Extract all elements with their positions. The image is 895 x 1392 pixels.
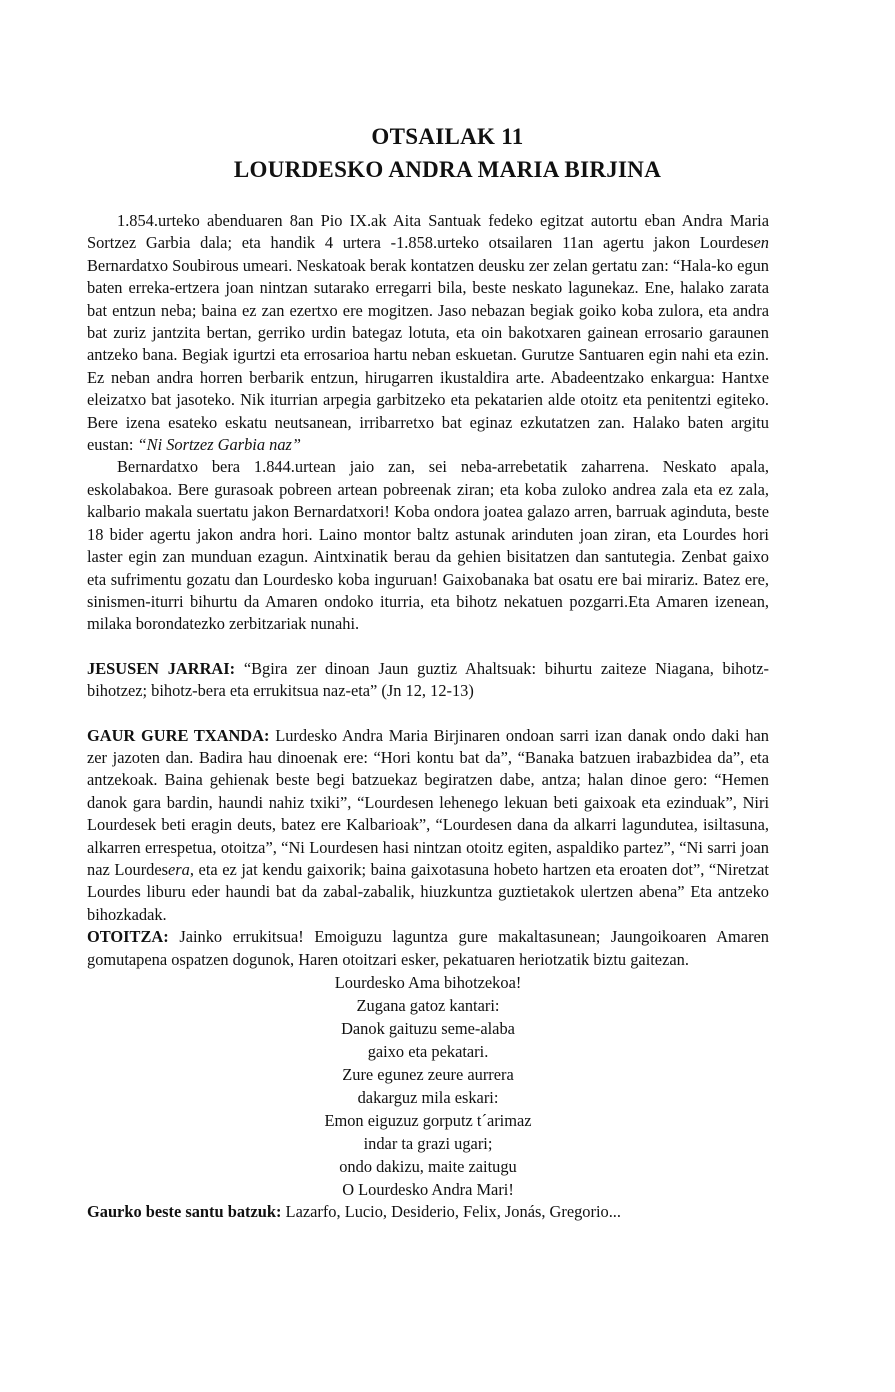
poem-line: Zure egunez zeure aurrera [342, 1065, 514, 1084]
other-saints-text: Lazarfo, Lucio, Desiderio, Felix, Jonás, Gregorio... [281, 1202, 622, 1221]
gaur-text-a: Lurdesko Andra Maria Birjinaren ondoan sarri izan danak ondo daki han zer jazoten dan. Badira hau dinoenak ere: “Hori kontu bat da”, “Banaka batzuen irabazbidea da”, eta antzekoak. Baina gehienak beste begi batzuekaz begiratzen dabe, antza; halan dinoe gero: “Hemen danok gara bardin, haundi nahiz txiki”, “Lourdesen lehenego lekuan beti gaixoak eta ezinduak”, Niri Lourdesek beti eragin deuts, batez ere Kalbarioak”, “Lourdesen dana da alkarri lagundutea, isiltasuna, alkarren errespetua, otoitza”, “Ni Lourdesen hasi nintzan otoitz egiten, aspaldiko partez”, “Ni sarri joan naz Lourdes [87, 725, 769, 879]
intro-quote: “Ni Sortzez Garbia naz” [137, 435, 302, 455]
gaur-text-italic: era [168, 859, 190, 879]
other-saints-line [87, 1201, 769, 1223]
poem-line: O Lourdesko Andra Mari! [342, 1180, 514, 1199]
intro-text-italic: en [753, 233, 769, 253]
intro-paragraph-2: Bernardatxo bera 1.844.urtean jaio zan, sei neba-arrebetatik zaharrena. Neskato apala, eskolabakoa. Bere gurasoak pobreen artean pobreenak ziran; eta koba zuloko andrea zala eta ez zala, kalbario makala suertatu jakon Bernardatxori! Koba ondora joatea galazo arren, barruak aginduta, beste 18 bider agertu jakon andra hori. Laino montor baltz astunak arinduten joan ziran, eta Lourdes hori laster egin zan munduan ezagun. Aintxinatik berau da gehien bisitatzen dan santutegia. Zenbat gaixo eta sufrimentu gozatu dan Lourdesko koba inguruan! Gaixobanaka bat osatu ere bai mirariz. Batez ere, sinismen-iturri bihurtu da Amaren ondoko iturria, eta bihotz nekatuen pozgarri.Eta Amaren izenean, milaka borondatezko zerbitzariak nunahi. [87, 457, 769, 634]
poem-line: Emon eiguzuz gorputz t´arimaz [324, 1111, 532, 1130]
page-title-feast: LOURDESKO ANDRA MARIA BIRJINA [233, 157, 662, 182]
spacer [87, 703, 769, 725]
document-body [87, 210, 769, 1223]
poem-line: Zugana gatoz kantari: [356, 996, 500, 1015]
jesusen-jarrai-section [87, 658, 769, 703]
gaur-text-b: , eta ez jat kendu gaixorik; baina gaixotasuna hobeto hartzen eta eroaten dot”, “Niretzat Lourdes liburu eder haundi bat da zabal-zabalik, hiuzkuntza guztietakok ulertzen abena” Eta antzeko bihozkadak. [87, 859, 769, 924]
otoitza-section [87, 926, 769, 971]
otoitza-text: Jainko errukitsua! Emoiguzu laguntza gure makaltasunean; Jaungoikoaren Amaren gomutapena ospatzen dogunok, Haren otoitzari esker, pekatuaren heriotzatik biztu gaitezan. [87, 927, 769, 969]
page-title-date: OTSAILAK 11 [371, 124, 524, 149]
jesusen-jarrai-label: JESUSEN JARRAI: [87, 658, 236, 678]
poem-line: Danok gaituzu seme-alaba [341, 1019, 515, 1038]
poem-line: Lourdesko Ama bihotzekoa! [334, 973, 522, 992]
poem-line: indar ta grazi ugari; [363, 1134, 493, 1153]
poem-line: gaixo eta pekatari. [367, 1042, 489, 1061]
intro-text-b: Bernardatxo Soubirous umeari. Neskatoak berak kontatzen deusku zer zelan gertatu zan: “Hala-ko egun baten erreka-ertzera joan nintzan sutarako erregarri bila, beste neskato lagunekaz. Ene, halako zarata bat entzun neba; baina ez zan ezertxo ere mogitzen. Jaso nebazan begiak goiko koba zulora, eta andra bat zuriz jantzita bertan, gerriko urdin bategaz lotuta, eta oin bakotxaren gainean errosario garaunen antzeko bana. Begiak igurtzi eta errosarioa hartu neban eskuetan. Gurutze Santuaren egin nahi eta ezin. Ez neban andra horren berbarik entzun, hirugarren ikustaldira arte. Abadeentzako enkargua: Hantxe eleizatxo bat jasoteko. Nik iturrian arpegia garbitzeko eta pekatarien alde otoitz eta penitentzi egiteko. Bere izena esateko eskatu neutsanean, irribarretxo bat eginaz ezkutatzen zan. Halako baten argitu eustan: [87, 255, 769, 455]
poem-line: dakarguz mila eskari: [357, 1088, 499, 1107]
gaur-gure-txanda-section [87, 725, 769, 927]
poem-line: ondo dakizu, maite zaitugu [339, 1157, 517, 1176]
jesusen-jarrai-text: “Bgira zer dinoan Jaun guztiz Ahaltsuak: bihurtu zaiteze Niagana, bihotz-bihotzez; bihotz-bera eta errukitsua naz-eta” (Jn 12, 12-13) [87, 658, 769, 701]
spacer [87, 636, 769, 658]
intro-text-a: 1.854.urteko abenduaren 8an Pio IX.ak Aita Santuak fedeko egitzat autortu eban Andra Maria Sortzez Garbia dala; eta handik 4 urtera -1.858.urteko otsailaren 11an agertu jakon Lourdes [87, 211, 769, 253]
intro-paragraph-1 [87, 210, 769, 456]
gaur-gure-txanda-label: GAUR GURE TXANDA: [87, 725, 270, 745]
other-saints-label: Gaurko beste santu batzuk: [87, 1202, 282, 1221]
otoitza-label: OTOITZA: [87, 927, 169, 947]
prayer-poem [87, 971, 769, 1201]
